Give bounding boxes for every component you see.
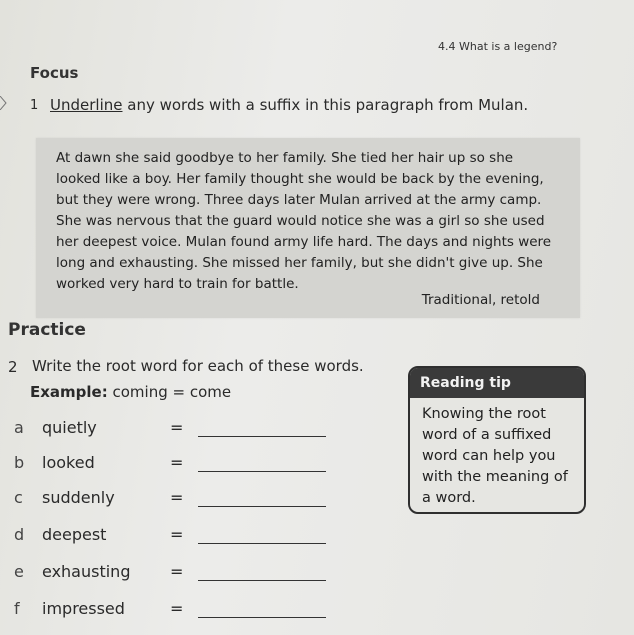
equals-sign: = [170,599,184,618]
question-1-number: 1 [30,98,39,113]
item-letter: b [14,453,25,472]
question-2-number: 2 [8,358,18,376]
passage-source: Traditional, retold [421,292,540,308]
exercise-row-d [0,525,634,549]
example-label: Example: [30,383,108,401]
answer-blank[interactable] [198,471,326,472]
example-text: coming = come [107,383,232,401]
equals-sign: = [170,488,184,507]
reading-tip-box [408,366,586,514]
passage-text: At dawn she said goodbye to her family. She tied her hair up so she looked like a boy. Her family thought she would be back by the evening, but they were wrong. Three days later Mulan arrived at the army camp. She was nervous that the guard would notice she was a girl so she used her deepest voice. Mulan found army life hard. The days and nights were long and exhausting. She missed her family, but she didn't give up. She worked very hard to train for battle. [56,150,552,292]
equals-sign: = [170,525,184,544]
answer-blank[interactable] [198,580,326,581]
reading-tip-body: Knowing the root word of a suffixed word can help you with the meaning of a word. [422,406,568,506]
answer-blank[interactable] [198,436,326,437]
item-letter: c [14,488,23,507]
question-2-instruction: Write the root word for each of these words. [32,357,364,375]
question-1-rest: any words with a suffix in this paragraph from Mulan. [122,96,529,114]
answer-blank[interactable] [198,506,326,507]
answer-blank[interactable] [198,543,326,544]
item-letter: f [14,599,20,618]
practice-heading: Practice [8,320,86,340]
page-curl-mark [0,96,8,110]
equals-sign: = [170,418,184,437]
item-word: suddenly [42,488,115,507]
item-letter: d [14,525,25,544]
item-word: deepest [42,525,107,544]
item-word: exhausting [42,562,131,581]
item-letter: e [14,562,24,581]
answer-blank[interactable] [198,617,326,618]
passage-box [36,138,580,318]
equals-sign: = [170,453,184,472]
example-line [30,383,231,401]
item-word: impressed [42,599,125,618]
item-letter: a [14,418,24,437]
item-word: looked [42,453,95,472]
reading-tip-title: Reading tip [410,368,584,398]
exercise-row-e [0,562,634,586]
question-1-instruction [50,96,528,114]
equals-sign: = [170,562,184,581]
underline-word: Underline [50,96,123,114]
item-word: quietly [42,418,97,437]
section-title: 4.4 What is a legend? [438,40,558,53]
exercise-row-f [0,599,634,623]
focus-heading: Focus [30,64,79,82]
